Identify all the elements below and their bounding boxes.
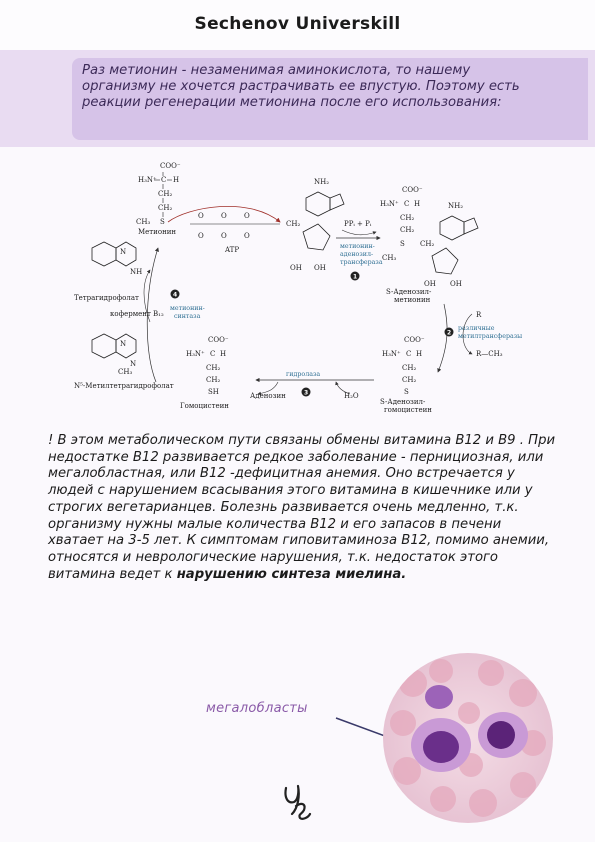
svg-text:различные: различные [458, 325, 495, 332]
blood-smear-micrograph [383, 653, 553, 823]
svg-text:H₃N⁺: H₃N⁺ [186, 350, 205, 358]
body-paragraph [48, 433, 558, 583]
svg-text:OH: OH [290, 264, 302, 272]
svg-text:CH₂: CH₂ [206, 376, 221, 384]
svg-text:кофермент B₁₂: кофермент B₁₂ [110, 310, 164, 318]
svg-text:PPᵢ + Pᵢ: PPᵢ + Pᵢ [344, 220, 372, 228]
svg-text:O: O [221, 212, 227, 220]
svg-text:аденозил-: аденозил- [340, 251, 374, 258]
svg-text:трансфераза: трансфераза [340, 259, 383, 266]
svg-text:H: H [220, 350, 227, 358]
svg-text:Аденозин: Аденозин [250, 392, 286, 400]
svg-text:N⁵-Метилтетрагидрофолат: N⁵-Метилтетрагидрофолат [74, 382, 174, 390]
svg-text:Тетрагидрофолат: Тетрагидрофолат [74, 294, 139, 302]
svg-text:O: O [221, 232, 227, 240]
svg-text:H₃N⁺: H₃N⁺ [382, 350, 401, 358]
micrograph-image [383, 653, 553, 823]
svg-text:OH: OH [314, 264, 326, 272]
svg-text:CH₃: CH₃ [382, 254, 397, 262]
svg-text:N: N [120, 248, 127, 256]
svg-text:CH₂: CH₂ [286, 220, 301, 228]
svg-text:COO⁻: COO⁻ [208, 336, 229, 344]
step1-enzyme [336, 220, 383, 281]
svg-text:R—CH₃: R—CH₃ [476, 350, 503, 358]
svg-text:4: 4 [173, 291, 178, 299]
svg-text:COO⁻: COO⁻ [402, 186, 423, 194]
intro-callout [72, 58, 588, 140]
svg-text:C: C [404, 200, 410, 208]
svg-text:синтаза: синтаза [174, 313, 201, 320]
intro-text: Раз метионин - незаменимая аминокислота, то нашему организму не хочется растрачивать ее впустую. Поэтому есть реакции регенерации метионина после его использования: [82, 63, 520, 110]
svg-text:C: C [406, 350, 412, 358]
svg-text:CH₃: CH₃ [118, 368, 133, 376]
svg-text:CH₂: CH₂ [420, 240, 435, 248]
svg-text:NH₂: NH₂ [448, 202, 464, 210]
sechenov-logo [276, 780, 316, 820]
svg-text:CH₂: CH₂ [402, 376, 417, 384]
sam-structure [380, 186, 478, 304]
methionine-s: S [160, 218, 165, 226]
svg-text:SH: SH [208, 388, 219, 396]
svg-text:R: R [476, 311, 482, 319]
sah-structure [380, 336, 432, 414]
svg-text:NH: NH [130, 268, 143, 276]
svg-text:N: N [130, 360, 137, 368]
svg-text:H₃N⁺: H₃N⁺ [380, 200, 399, 208]
methionine-ch3: CH₃ [136, 218, 151, 226]
methionine-cycle-diagram [68, 152, 538, 424]
folate-structures [92, 242, 142, 376]
methionine-structure [136, 162, 181, 236]
svg-text:COO⁻: COO⁻ [404, 336, 425, 344]
header [0, 0, 595, 50]
svg-text:H: H [414, 200, 421, 208]
svg-text:метионин-: метионин- [170, 305, 205, 312]
svg-text:1: 1 [353, 273, 358, 281]
homocysteine-structure [180, 336, 229, 410]
svg-text:N: N [120, 340, 127, 348]
svg-text:метионин-: метионин- [340, 243, 375, 250]
svg-text:CH₂: CH₂ [400, 226, 415, 234]
svg-text:S: S [400, 240, 405, 248]
body-text-emphasis: нарушению синтеза миелина. [176, 566, 407, 582]
svg-text:O: O [244, 212, 250, 220]
svg-text:O: O [244, 232, 250, 240]
svg-text:метионин: метионин [394, 296, 431, 304]
svg-text:S: S [404, 388, 409, 396]
body-text-main: ! В этом метаболическом пути связаны обмены витамина B12 и B9 . При недостатке B12 развивается редкое заболевание - пернициозная, или мегалобластная, или B12 -дефицитная анемия. Оно встречается у людей с нарушением всасывания этого витамина в кишечнике или у строгих вегетарианцев. Болезнь развивается очень медленно, т.к. организму нужны малые количества B12 и его запасов в печени хватает на 3-5 лет. К симптомам гиповитаминоза B12, помимо анемии, относятся и неврологические нарушения, т.к. недостаток этого витамина ведет к [48, 433, 556, 582]
methionine-h3n: H₃N⁺ [138, 176, 157, 184]
svg-text:гидролаза: гидролаза [286, 371, 321, 378]
svg-text:CH₂: CH₂ [402, 364, 417, 372]
svg-text:Гомоцистеин: Гомоцистеин [180, 402, 229, 410]
methionine-name: Метионин [138, 228, 177, 236]
svg-text:H₂O: H₂O [344, 392, 359, 400]
svg-text:H: H [416, 350, 423, 358]
svg-text:OH: OH [450, 280, 462, 288]
page-title: Sechenov Universkill [194, 14, 401, 34]
svg-text:3: 3 [304, 389, 309, 397]
methionine-c: C [161, 176, 167, 184]
svg-text:гомоцистеин: гомоцистеин [384, 406, 432, 414]
svg-text:O: O [198, 212, 204, 220]
step3-hydrolysis [250, 371, 374, 400]
methionine-cycle-svg [68, 152, 538, 424]
methionine-ch2-b: CH₂ [158, 204, 173, 212]
svg-text:метилтрансферазы: метилтрансферазы [458, 333, 523, 340]
step2-transfer [438, 304, 522, 372]
atp-label: ATP [225, 246, 240, 254]
svg-text:O: O [198, 232, 204, 240]
megaloblast-label: мегалобласты [206, 701, 308, 716]
svg-text:2: 2 [447, 329, 452, 337]
atp-structure [168, 178, 344, 272]
methionine-h: H [173, 176, 180, 184]
svg-text:S-Аденозил-: S-Аденозил- [380, 398, 426, 406]
methionine-ch2-a: CH₂ [158, 190, 173, 198]
svg-text:CH₂: CH₂ [206, 364, 221, 372]
methionine-coo: COO⁻ [160, 162, 181, 170]
svg-text:CH₂: CH₂ [400, 214, 415, 222]
svg-text:S-Аденозил-: S-Аденозил- [386, 288, 432, 296]
svg-text:C: C [210, 350, 216, 358]
svg-text:NH₂: NH₂ [314, 178, 330, 186]
svg-text:OH: OH [424, 280, 436, 288]
